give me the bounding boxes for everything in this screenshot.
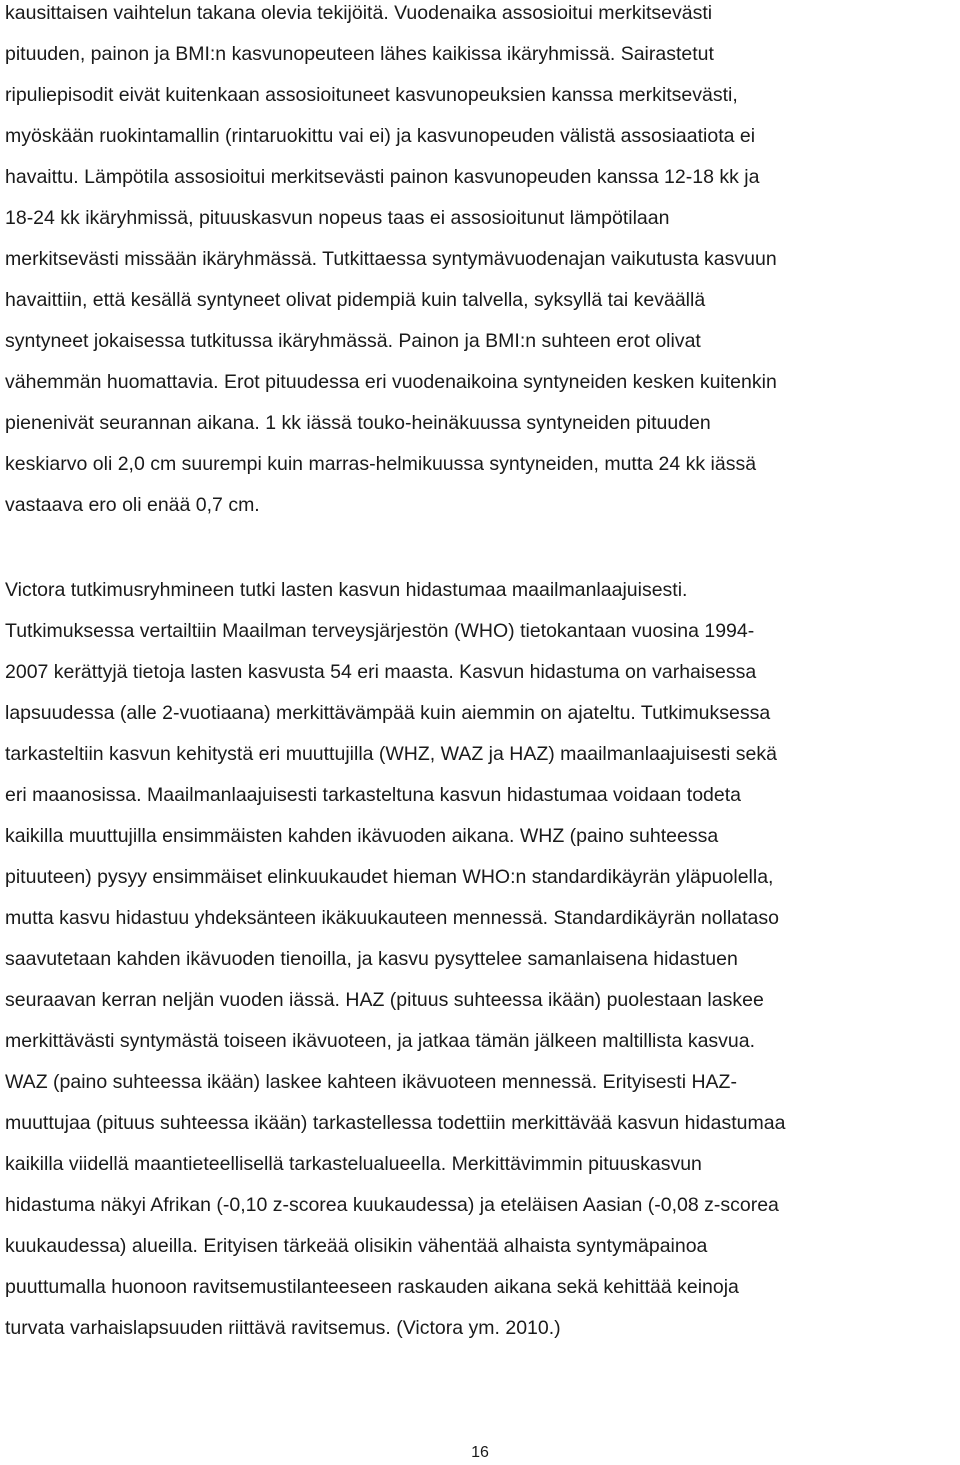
paragraph-line: kausittaisen vaihtelun takana olevia tekijöitä. Vuodenaika assosioitui merkitsevästi bbox=[5, 2, 713, 24]
paragraph-line: merkitsevästi missään ikäryhmässä. Tutkittaessa syntymävuodenajan vaikutusta kasvuun bbox=[5, 248, 777, 270]
paragraph-line: pituuden, painon ja BMI:n kasvunopeuteen lähes kaikissa ikäryhmissä. Sairastetut bbox=[5, 43, 714, 65]
paragraph-line: myöskään ruokintamallin (rintaruokittu vai ei) ja kasvunopeuden välistä assosiaatiota ei bbox=[5, 125, 756, 147]
paragraph-line: turvata varhaislapsuuden riittävä ravitsemus. (Victora ym. 2010.) bbox=[5, 1317, 561, 1339]
paragraph-line: muuttujaa (pituus suhteessa ikään) tarkastellessa todettiin merkittävää kasvun hidastumaa bbox=[5, 1112, 786, 1134]
paragraph-line: havaittiin, että kesällä syntyneet olivat pidempiä kuin talvella, syksyllä tai keväällä bbox=[5, 289, 706, 311]
paragraph-line: pienenivät seurannan aikana. 1 kk iässä touko-heinäkuussa syntyneiden pituuden bbox=[5, 412, 711, 434]
paragraph-line: kuukaudessa) alueilla. Erityisen tärkeää olisikin vähentää alhaista syntymäpainoa bbox=[5, 1235, 708, 1257]
paragraph-line: lapsuudessa (alle 2-vuotiaana) merkittävämpää kuin aiemmin on ajateltu. Tutkimuksessa bbox=[5, 702, 771, 724]
paragraph-line: saavutetaan kahden ikävuoden tienoilla, ja kasvu pysyttelee samanlaisena hidastuen bbox=[5, 948, 738, 970]
paragraph-line: eri maanosissa. Maailmanlaajuisesti tarkasteltuna kasvun hidastumaa voidaan todeta bbox=[5, 784, 741, 806]
paragraph-line: kaikilla muuttujilla ensimmäisten kahden ikävuoden aikana. WHZ (paino suhteessa bbox=[5, 825, 719, 847]
paragraph-line: Tutkimuksessa vertailtiin Maailman terveysjärjestön (WHO) tietokantaan vuosina 1994- bbox=[5, 620, 755, 642]
paragraph-line: ripuliepisodit eivät kuitenkaan assosioituneet kasvunopeuksien kanssa merkitsevästi, bbox=[5, 84, 738, 106]
paragraph-2 bbox=[5, 570, 955, 1349]
paragraph-line: 2007 kerättyjä tietoja lasten kasvusta 54 eri maasta. Kasvun hidastuma on varhaisessa bbox=[5, 661, 757, 683]
paragraph-line: merkittävästi syntymästä toiseen ikävuoteen, ja jatkaa tämän jälkeen maltillista kasvua. bbox=[5, 1030, 756, 1052]
page-number: 16 bbox=[471, 1444, 489, 1461]
paragraph-line: WAZ (paino suhteessa ikään) laskee kahteen ikävuoteen mennessä. Erityisesti HAZ- bbox=[5, 1071, 737, 1093]
paragraph-line: vähemmän huomattavia. Erot pituudessa eri vuodenaikoina syntyneiden kesken kuitenkin bbox=[5, 371, 777, 393]
paragraph-1 bbox=[5, 0, 955, 526]
paragraph-line: 18-24 kk ikäryhmissä, pituuskasvun nopeus taas ei assosioitunut lämpötilaan bbox=[5, 207, 670, 229]
paragraph-line: syntyneet jokaisessa tutkitussa ikäryhmässä. Painon ja BMI:n suhteen erot olivat bbox=[5, 330, 701, 352]
paragraph-line: pituuteen) pysyy ensimmäiset elinkuukaudet hieman WHO:n standardikäyrän yläpuolella, bbox=[5, 866, 774, 888]
paragraph-line: tarkasteltiin kasvun kehitystä eri muuttujilla (WHZ, WAZ ja HAZ) maailmanlaajuisesti sekä bbox=[5, 743, 777, 765]
paragraph-line: hidastuma näkyi Afrikan (-0,10 z-scorea kuukaudessa) ja eteläisen Aasian (-0,08 z-scorea bbox=[5, 1194, 779, 1216]
paragraph-line: Victora tutkimusryhmineen tutki lasten kasvun hidastumaa maailmanlaajuisesti. bbox=[5, 579, 688, 601]
paragraph-line: mutta kasvu hidastuu yhdeksänteen ikäkuukauteen mennessä. Standardikäyrän nollataso bbox=[5, 907, 779, 929]
paragraph-line: puuttumalla huonoon ravitsemustilanteeseen raskauden aikana sekä kehittää keinoja bbox=[5, 1276, 739, 1298]
paragraph-line: havaittu. Lämpötila assosioitui merkitsevästi painon kasvunopeuden kanssa 12-18 kk ja bbox=[5, 166, 760, 188]
paragraph-line: kaikilla viidellä maantieteellisellä tarkastelualueella. Merkittävimmin pituuskasvun bbox=[5, 1153, 702, 1175]
paragraph-line: vastaava ero oli enää 0,7 cm. bbox=[5, 494, 260, 516]
paragraph-line: keskiarvo oli 2,0 cm suurempi kuin marras-helmikuussa syntyneiden, mutta 24 kk iässä bbox=[5, 453, 757, 475]
paragraph-line: seuraavan kerran neljän vuoden iässä. HAZ (pituus suhteessa ikään) puolestaan laskee bbox=[5, 989, 764, 1011]
